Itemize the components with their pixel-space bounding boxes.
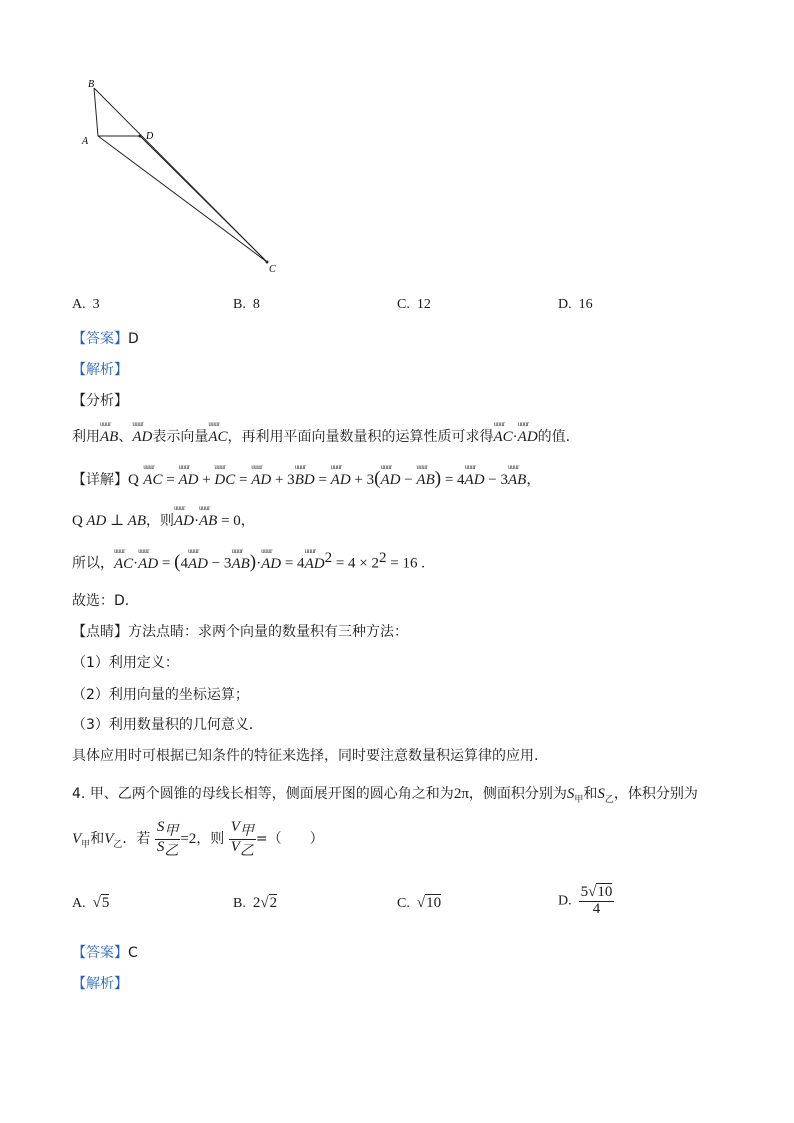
q3-option-c[interactable]: C. 12 — [397, 297, 431, 312]
q3-detail-line1: 【详解】Q uuur AC = uuur AD + uuur DC = uuur AD + 3uuur BD = uuur AD + 3(uuur AD − uuur AB) = 4uuur AD − 3uuur AB， — [72, 468, 540, 490]
q3-option-b[interactable]: B. 8 — [233, 297, 260, 312]
segment-BA — [94, 88, 98, 136]
point-label-C: C — [269, 264, 276, 275]
point-label-B: B — [88, 79, 95, 90]
q4-option-d[interactable]: D. $\frac{5√10}{4}$ — [558, 884, 613, 917]
segment-AC — [98, 136, 267, 262]
q3-method-3: （3）利用数量积的几何意义． — [72, 717, 263, 733]
point-label-D: D — [146, 131, 154, 142]
q3-option-a[interactable]: A. 3 — [72, 297, 100, 312]
q4-option-a[interactable]: A. √5 — [72, 895, 110, 911]
q3-answer: 【答案】D — [72, 331, 139, 347]
q3-analysis-tag: 【解析】 — [72, 362, 128, 378]
q3-detail-line2: Q AD ⊥ AB，则uuur AD·uuur AB = 0， — [72, 510, 255, 530]
q4-analysis-tag: 【解析】 — [72, 976, 128, 992]
q3-dianjing: 【点睛】方法点睛：求两个向量的数量积有三种方法： — [72, 624, 408, 640]
q4-stem-line1: 4. 甲、乙两个圆锥的母线长相等，侧面展开图的圆心角之和为2π，侧面积分别为$S_甲$和$S_乙$，体积分别为 — [72, 786, 698, 805]
point-label-A: A — [82, 136, 89, 147]
q4-option-b[interactable]: B. 2√2 — [233, 895, 278, 911]
q3-detail-line3: 所以，uuur AC·uuur AD = (4uuur AD − 3uuur AB)·uuur AD = 4uuur $AD^2 = 4 \times 2^2 = 16$ . — [72, 550, 425, 574]
q3-fenxi-line: 利用uuur AB、uuur AD表示向量uuur AC，再利用平面向量数量积的运算性质可求得uuur AC·uuur AD的值. — [72, 426, 570, 446]
q3-method-1: （1）利用定义： — [72, 655, 179, 671]
q4-stem-line2: $V_甲$和$V_乙$．若 $\frac{S_甲}{S_乙}$ =2，则 $\frac{V_甲}{V_乙}$ =（ ） — [72, 819, 324, 859]
segment-DC — [140, 136, 267, 262]
geometry-figure — [70, 70, 300, 285]
q3-summary: 具体应用时可根据已知条件的特征来选择，同时要注意数量积运算律的应用. — [72, 748, 539, 764]
q4-option-c[interactable]: C. √10 — [397, 895, 442, 911]
q3-choice: 故选：D. — [72, 593, 130, 609]
q4-answer: 【答案】C — [72, 945, 138, 961]
q3-fenxi-tag: 【分析】 — [72, 393, 128, 409]
q3-method-2: （2）利用向量的坐标运算； — [72, 687, 249, 703]
q3-option-d[interactable]: D. 16 — [558, 297, 593, 312]
